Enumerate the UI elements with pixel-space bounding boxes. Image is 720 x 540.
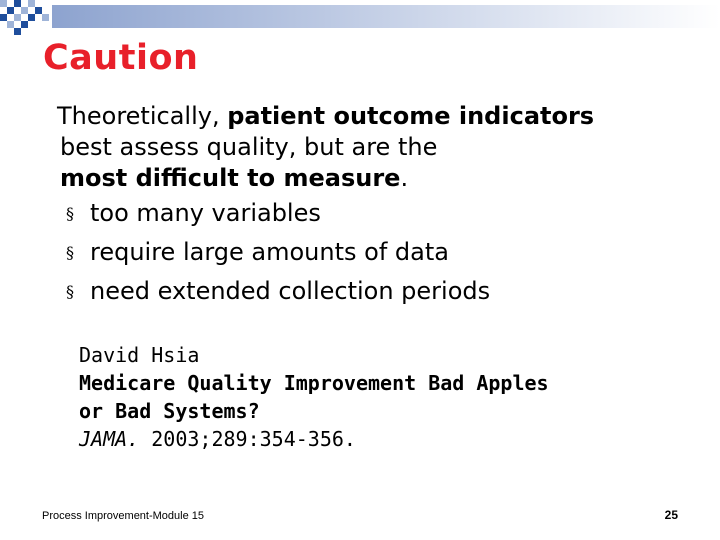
decor-gradient-bar	[52, 5, 720, 28]
intro-emphasis: patient outcome indicators	[227, 102, 595, 130]
citation-author: David Hsia	[79, 343, 200, 367]
intro-text: .	[400, 164, 409, 192]
bullet-text: require large amounts of data	[90, 238, 449, 266]
decor-square	[42, 14, 49, 21]
citation-source	[79, 425, 699, 453]
slide-body	[57, 101, 697, 311]
decor-square	[14, 0, 21, 7]
citation-journal: JAMA.	[79, 427, 140, 451]
decor-square	[28, 14, 35, 21]
decor-square	[21, 21, 28, 28]
intro-line-3	[57, 163, 697, 194]
bullet-text: too many variables	[90, 199, 321, 227]
list-item	[66, 233, 697, 272]
bullet-list	[57, 194, 697, 311]
bullet-icon: §	[66, 282, 74, 301]
slide-title: Caution	[43, 38, 199, 78]
decor-square	[35, 7, 42, 14]
list-item	[66, 194, 697, 233]
intro-emphasis: most difficult to measure	[60, 164, 401, 192]
list-item	[66, 272, 697, 311]
citation-details: 2003;289:354-356.	[139, 427, 356, 451]
intro-text: Theoretically,	[57, 102, 228, 130]
intro-line-1	[57, 101, 697, 132]
decor-square	[0, 0, 7, 7]
citation-title-line-1: Medicare Quality Improvement Bad Apples	[79, 371, 549, 395]
bullet-icon: §	[66, 204, 74, 223]
decor-square	[14, 28, 21, 35]
bullet-icon: §	[66, 243, 74, 262]
decor-square	[7, 7, 14, 14]
decor-square	[21, 7, 28, 14]
decor-square	[28, 0, 35, 7]
citation-title-line-2: or Bad Systems?	[79, 399, 260, 423]
decor-square	[14, 14, 21, 21]
decor-square	[0, 14, 7, 21]
intro-line-2: best assess quality, but are the	[60, 133, 438, 161]
citation	[79, 341, 699, 453]
footer-module: Process Improvement-Module 15	[42, 510, 205, 522]
decor-square	[7, 21, 14, 28]
page-number: 25	[664, 508, 678, 522]
bullet-text: need extended collection periods	[90, 277, 491, 305]
